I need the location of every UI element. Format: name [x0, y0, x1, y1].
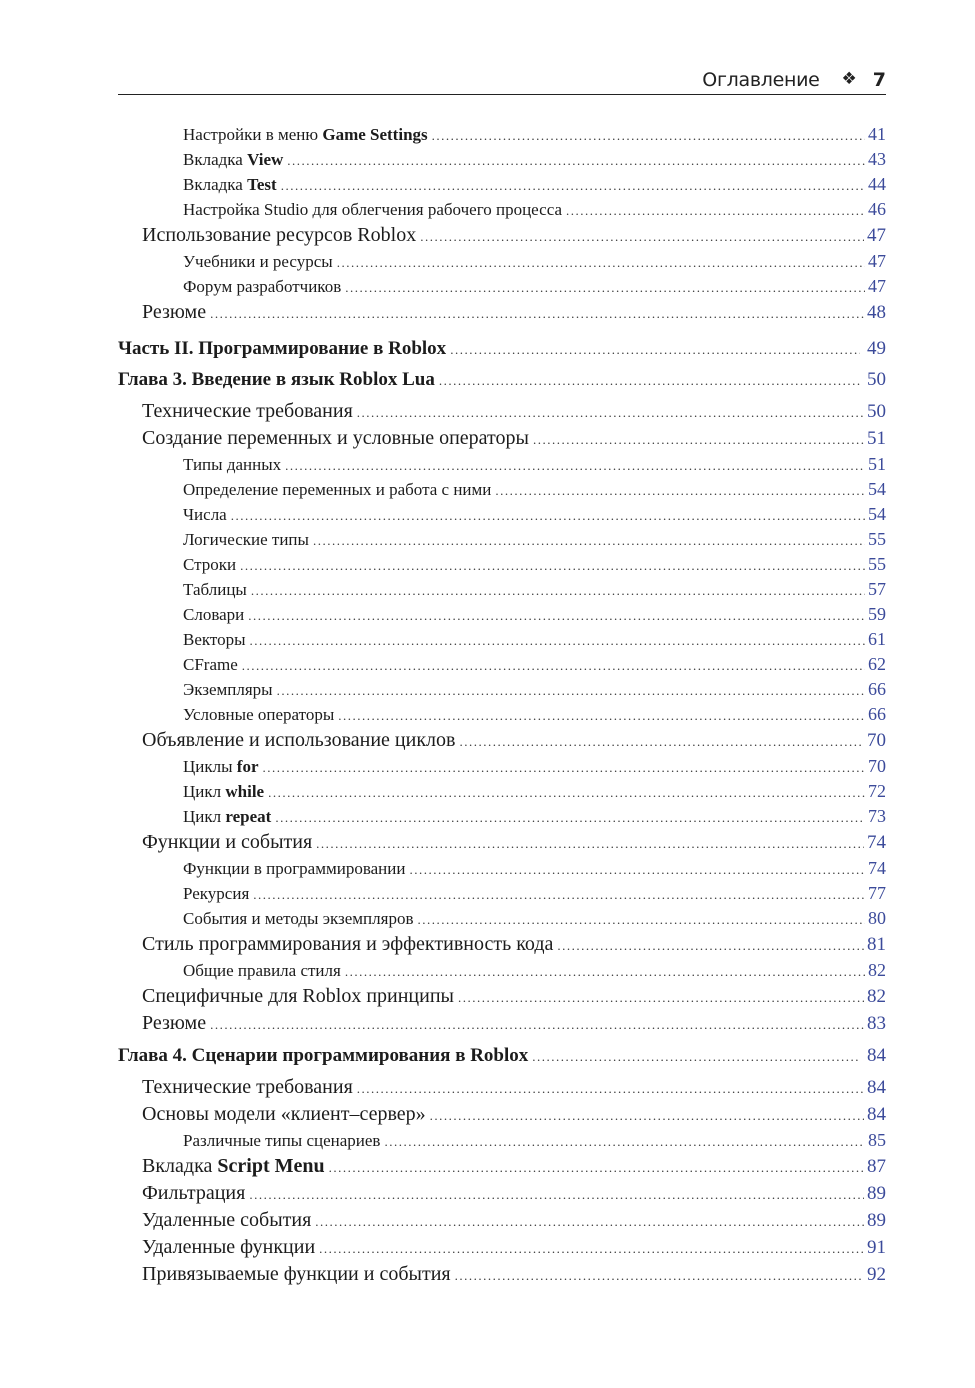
toc-entry-title-text: Векторы [183, 630, 246, 649]
toc-subsection-entry[interactable] [118, 908, 886, 933]
dot-leader [495, 483, 865, 499]
toc-section-entry[interactable] [118, 301, 886, 328]
toc-entry-title [142, 831, 312, 854]
toc-subsection-entry[interactable] [118, 504, 886, 529]
toc-subsection-entry[interactable] [118, 454, 886, 479]
toc-page-number: 54 [868, 504, 886, 524]
toc-entry-title-text: Специфичные для Roblox принципы [142, 985, 454, 1007]
toc-entry-title-text: Удаленные функции [142, 1236, 316, 1258]
dot-leader [337, 255, 865, 271]
toc-page-number: 85 [868, 1130, 886, 1150]
toc-entry-title [183, 1131, 380, 1151]
toc-page-number: 70 [868, 756, 886, 776]
toc-entry-title-bold: Game Settings [322, 125, 428, 144]
toc-page-number: 77 [868, 883, 886, 903]
toc-entry-title-text: Таблицы [183, 580, 247, 599]
toc-section-entry[interactable] [118, 933, 886, 960]
toc-page-number: 80 [868, 908, 886, 928]
toc-page-number: 73 [868, 806, 886, 826]
toc-entry-title [183, 859, 405, 879]
toc-entry-title [142, 1076, 353, 1099]
toc-section-entry[interactable] [118, 1209, 886, 1236]
toc-entry-title [142, 1209, 311, 1232]
toc-entry-title-text: Объявление и использование циклов [142, 729, 456, 751]
dot-leader [357, 405, 864, 421]
ornament-icon: ❖ [841, 69, 857, 89]
toc-section-entry[interactable] [118, 427, 886, 454]
toc-entry-title [142, 1182, 245, 1205]
toc-subsection-entry[interactable] [118, 883, 886, 908]
toc-entry-title [183, 580, 247, 600]
toc-subsection-entry[interactable] [118, 276, 886, 301]
toc-page-number: 50 [867, 401, 886, 422]
toc-subsection-entry[interactable] [118, 604, 886, 629]
toc-page-number: 66 [868, 679, 886, 699]
toc-entry-title [142, 400, 353, 423]
toc-entry-title [183, 252, 333, 272]
toc-page-number: 70 [867, 730, 886, 751]
dot-leader [250, 633, 865, 649]
dot-leader [430, 1108, 864, 1124]
dot-leader [253, 887, 865, 903]
toc-entry-title-text: Вкладка [183, 150, 248, 169]
toc-page-number: 55 [868, 529, 886, 549]
toc-entry-title-text: Функции и события [142, 831, 313, 853]
toc-page-number: 74 [868, 858, 886, 878]
dot-leader [345, 280, 865, 296]
toc-entry-title [183, 630, 246, 650]
toc-entry-title [118, 338, 446, 360]
toc-entry-title [118, 369, 435, 391]
toc-entry-title [183, 277, 341, 297]
toc-subsection-entry[interactable] [118, 579, 886, 604]
toc-entry-title [183, 605, 244, 625]
toc-page-number: 49 [867, 338, 886, 359]
dot-leader [420, 229, 864, 245]
dot-leader [450, 342, 860, 358]
toc-entry-title-text: Экземпляры [183, 680, 273, 699]
toc-entry-title [183, 884, 249, 904]
dot-leader [281, 178, 865, 194]
toc-section-entry[interactable] [118, 1263, 886, 1290]
toc-subsection-entry[interactable] [118, 704, 886, 729]
toc-entry-title-bold: for [236, 757, 259, 776]
toc-entry-title [142, 1012, 206, 1035]
toc-entry-title [142, 933, 553, 956]
toc-entry-title-text: Цикл [183, 807, 226, 826]
toc-entry-title [183, 200, 562, 220]
dot-leader [533, 432, 864, 448]
dot-leader [231, 508, 865, 524]
dot-leader [432, 128, 865, 144]
toc-page-number: 43 [868, 149, 886, 169]
toc-entry-title [142, 1103, 426, 1126]
dot-leader [313, 533, 865, 549]
toc-entry-title [142, 427, 529, 450]
toc-entry-title-bold: repeat [225, 807, 272, 826]
toc-section-entry[interactable] [118, 985, 886, 1012]
toc-chapter-entry[interactable] [118, 1045, 886, 1076]
toc-subsection-entry[interactable] [118, 479, 886, 504]
dot-leader [319, 1241, 864, 1257]
toc-entry-title-text: Глава 3. Введение в язык Roblox Lua [118, 369, 435, 390]
dot-leader [263, 760, 865, 776]
toc-page-number: 57 [868, 579, 886, 599]
toc-section-entry[interactable] [118, 1012, 886, 1039]
dot-leader [316, 836, 864, 852]
toc-entry-title [183, 455, 281, 475]
toc-entry-title-text: Привязываемые функции и события [142, 1263, 451, 1285]
toc-entry-title-text: Настройка Studio для облегчения рабочего процесса [183, 200, 562, 219]
toc-entry-title-text: Часть II. Программирование в Roblox [118, 338, 447, 359]
header-title: Оглавление [702, 69, 820, 91]
toc-subsection-entry[interactable] [118, 1130, 886, 1155]
dot-leader [277, 683, 865, 699]
toc-page-number: 66 [868, 704, 886, 724]
toc-entry-title [183, 555, 236, 575]
dot-leader [566, 203, 865, 219]
toc-entry-title [183, 125, 428, 145]
toc-entry-title [142, 301, 206, 324]
dot-leader [557, 938, 864, 954]
toc-entry-title-text: Различные типы сценариев [183, 1131, 381, 1150]
toc-entry-title-text: Вкладка [142, 1155, 218, 1177]
toc-subsection-entry[interactable] [118, 149, 886, 174]
toc-entry-title-text: Резюме [142, 301, 207, 323]
dot-leader [240, 558, 865, 574]
toc-page-number: 84 [867, 1077, 886, 1098]
toc-page-number: 46 [868, 199, 886, 219]
toc-subsection-entry[interactable] [118, 756, 886, 781]
toc-page-number: 74 [867, 832, 886, 853]
toc-entry-title [183, 530, 309, 550]
dot-leader [417, 912, 865, 928]
dot-leader [285, 458, 865, 474]
toc-section-entry[interactable] [118, 1155, 886, 1182]
toc-entry-title-text: Глава 4. Сценарии программирования в Roblox [118, 1045, 529, 1066]
toc-subsection-entry[interactable] [118, 858, 886, 883]
toc-entry-title-text: Общие правила стиля [183, 961, 341, 980]
toc-entry-title [142, 1155, 325, 1178]
toc-entry-title-text: Строки [183, 555, 237, 574]
toc-entry-title [183, 680, 273, 700]
dot-leader [384, 1134, 865, 1150]
toc-page-number: 47 [868, 276, 886, 296]
dot-leader [287, 153, 865, 169]
toc-entry-title-text: Функции в программировании [183, 859, 406, 878]
toc-entry-title [142, 224, 416, 247]
toc-entry-title [142, 729, 455, 752]
toc-section-entry[interactable] [118, 1182, 886, 1209]
toc-page-number: 81 [867, 934, 886, 955]
dot-leader [242, 658, 865, 674]
dot-leader [248, 608, 865, 624]
toc-section-entry[interactable] [118, 1236, 886, 1263]
toc-entry-title-text: Стиль программирования и эффективность кода [142, 933, 554, 955]
toc-page-number: 72 [868, 781, 886, 801]
toc-entry-title-text: CFrame [183, 655, 238, 674]
toc-entry-title [183, 655, 238, 675]
toc-page-number: 92 [867, 1264, 886, 1285]
dot-leader [315, 1214, 864, 1230]
toc-page-number: 50 [867, 369, 886, 390]
toc-page-number: 83 [867, 1013, 886, 1034]
toc-entry-title-text: Определение переменных и работа с ними [183, 480, 492, 499]
toc-subsection-entry[interactable] [118, 960, 886, 985]
toc-entry-title [183, 961, 341, 981]
toc-page-number: 47 [868, 251, 886, 271]
dot-leader [345, 964, 865, 980]
header-page-number: 7 [872, 69, 886, 91]
toc-entry-title-text: Числа [183, 505, 227, 524]
toc-entry-title-text: Логические типы [183, 530, 309, 549]
toc-subsection-entry[interactable] [118, 554, 886, 579]
toc-subsection-entry[interactable] [118, 781, 886, 806]
toc-section-entry[interactable] [118, 1076, 886, 1103]
toc-entry-title [183, 150, 283, 170]
toc-entry-title-bold: View [247, 150, 284, 169]
toc-entry-title-bold: Test [247, 175, 277, 194]
toc-entry-title-bold: Script Menu [217, 1155, 325, 1177]
toc-page-number: 87 [867, 1156, 886, 1177]
toc-chapter-entry[interactable] [118, 369, 886, 400]
toc-entry-title [183, 782, 264, 802]
toc-entry-title-bold: while [225, 782, 265, 801]
dot-leader [268, 785, 865, 801]
toc-page-number: 82 [868, 960, 886, 980]
toc-subsection-entry[interactable] [118, 629, 886, 654]
toc-page-number: 41 [868, 124, 886, 144]
toc-subsection-entry[interactable] [118, 199, 886, 224]
toc-entry-title [142, 985, 454, 1008]
dot-leader [210, 306, 864, 322]
toc-page-number: 91 [867, 1237, 886, 1258]
toc-page-number: 82 [867, 986, 886, 1007]
toc-page-number: 48 [867, 302, 886, 323]
toc-subsection-entry[interactable] [118, 679, 886, 704]
toc-section-entry[interactable] [118, 729, 886, 756]
running-header [118, 66, 886, 95]
toc-subsection-entry[interactable] [118, 124, 886, 149]
toc-entry-title-text: Рекурсия [183, 884, 250, 903]
toc-subsection-entry[interactable] [118, 654, 886, 679]
dot-leader [458, 990, 864, 1006]
toc-entry-title [142, 1236, 315, 1259]
toc-entry-title-text: Условные операторы [183, 705, 335, 724]
toc-page-number: 51 [868, 454, 886, 474]
dot-leader [338, 708, 865, 724]
toc-entry-title-text: События и методы экземпляров [183, 909, 414, 928]
dot-leader [357, 1081, 864, 1097]
toc-entry-title-text: Циклы [183, 757, 237, 776]
toc-section-entry[interactable] [118, 400, 886, 427]
toc-entry-title [118, 1045, 528, 1067]
toc-entry-title [183, 807, 271, 827]
toc-entry-title-text: Резюме [142, 1012, 207, 1034]
toc-entry-title [142, 1263, 451, 1286]
toc-entry-title [183, 705, 334, 725]
toc-page-number: 47 [867, 225, 886, 246]
toc-entry-title-text: Использование ресурсов Roblox [142, 224, 417, 246]
toc-section-entry[interactable] [118, 1103, 886, 1130]
toc-page-number: 55 [868, 554, 886, 574]
toc-subsection-entry[interactable] [118, 806, 886, 831]
toc-chapter-entry[interactable] [118, 338, 886, 369]
toc-entry-title-text: Создание переменных и условные операторы [142, 427, 529, 449]
dot-leader [459, 734, 864, 750]
toc-page-number: 59 [868, 604, 886, 624]
toc-section-entry[interactable] [118, 224, 886, 251]
dot-leader [210, 1017, 864, 1033]
toc-entry-title-text: Вкладка [183, 175, 248, 194]
toc-page-number: 44 [868, 174, 886, 194]
table-of-contents [118, 124, 886, 1290]
toc-entry-title-text: Настройки в меню [183, 125, 323, 144]
toc-entry-title [183, 757, 259, 777]
toc-entry-title-text: Фильтрация [142, 1182, 246, 1204]
dot-leader [439, 373, 860, 389]
toc-page-number: 62 [868, 654, 886, 674]
dot-leader [532, 1049, 860, 1065]
toc-page-number: 89 [867, 1210, 886, 1231]
dot-leader [251, 583, 865, 599]
toc-entry-title-text: Удаленные события [142, 1209, 312, 1231]
toc-entry-title [183, 505, 227, 525]
toc-section-entry[interactable] [118, 831, 886, 858]
toc-entry-title-text: Основы модели «клиент–сервер» [142, 1103, 426, 1125]
toc-entry-title [183, 909, 413, 929]
dot-leader [455, 1268, 864, 1284]
dot-leader [329, 1160, 864, 1176]
toc-entry-title-text: Словари [183, 605, 245, 624]
toc-page-number: 89 [867, 1183, 886, 1204]
toc-subsection-entry[interactable] [118, 529, 886, 554]
toc-entry-title-text: Форум разработчиков [183, 277, 342, 296]
toc-page-number: 51 [867, 428, 886, 449]
toc-entry-title-text: Технические требования [142, 400, 353, 422]
dot-leader [409, 862, 865, 878]
toc-entry-title [183, 175, 277, 195]
toc-entry-title-text: Цикл [183, 782, 226, 801]
toc-subsection-entry[interactable] [118, 251, 886, 276]
dot-leader [275, 810, 865, 826]
toc-entry-title-text: Учебники и ресурсы [183, 252, 333, 271]
toc-entry-title [183, 480, 491, 500]
toc-page-number: 84 [867, 1104, 886, 1125]
toc-page-number: 84 [867, 1045, 886, 1066]
toc-subsection-entry[interactable] [118, 174, 886, 199]
toc-entry-title-text: Типы данных [183, 455, 282, 474]
toc-entry-title-text: Технические требования [142, 1076, 353, 1098]
toc-page-number: 61 [868, 629, 886, 649]
toc-page-number: 54 [868, 479, 886, 499]
dot-leader [249, 1187, 864, 1203]
